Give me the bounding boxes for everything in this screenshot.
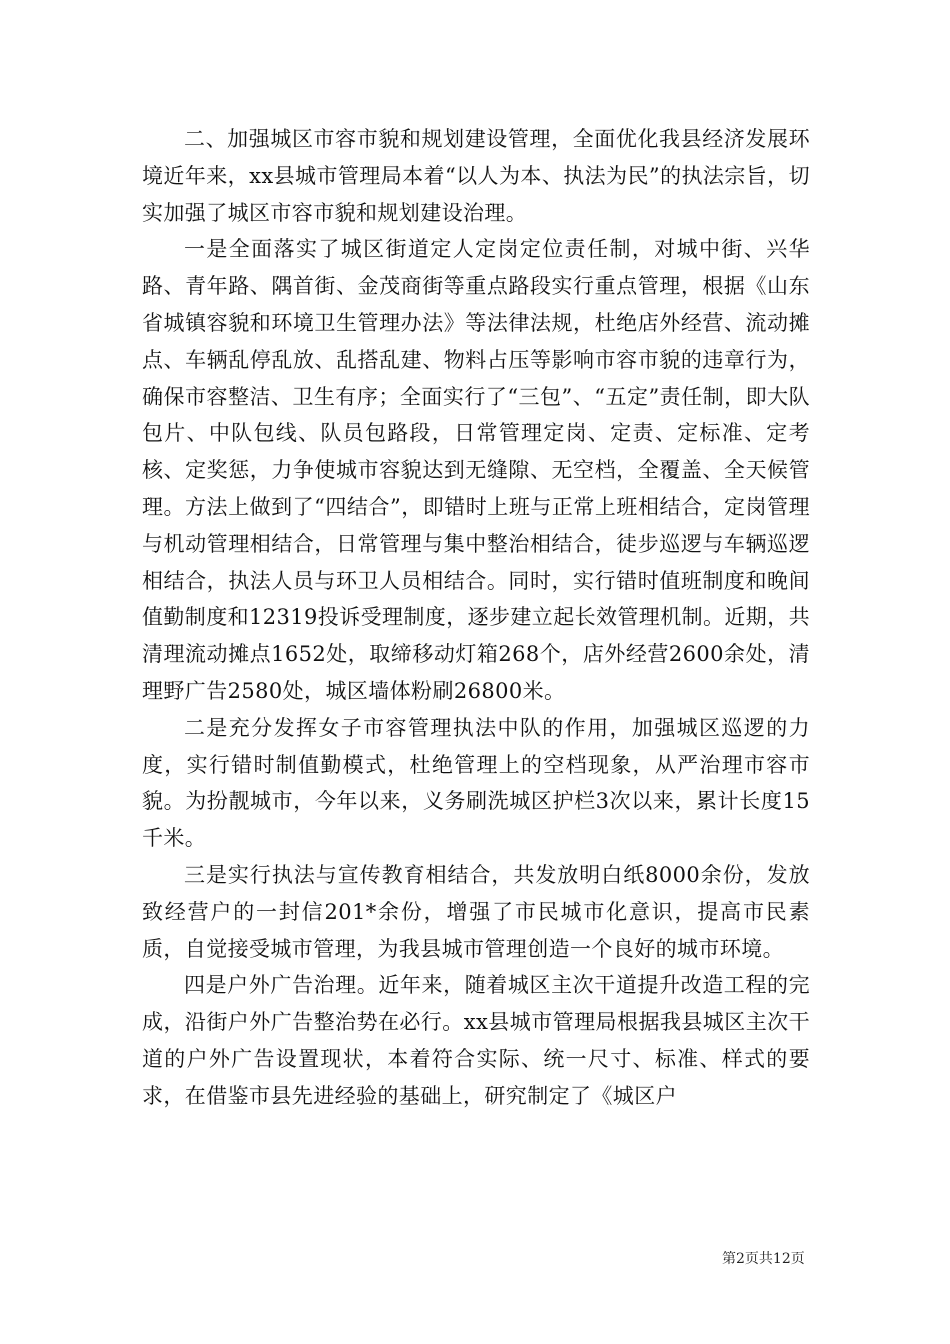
- paragraph-4: 三是实行执法与宣传教育相结合，共发放明白纸8000余份，发放致经营户的一封信201*余份，增强了市民城市化意识，提高市民素质，自觉接受城市管理，为我县城市管理创造一个良好的城市环境。: [142, 862, 810, 961]
- paragraph-1: 二、加强城区市容市貌和规划建设管理，全面优化我县经济发展环境近年来，xx县城市管理局本着“以人为本、执法为民”的执法宗旨，切实加强了城区市容市貌和规划建设治理。: [142, 127, 810, 225]
- document-body: [142, 121, 810, 1115]
- paragraph-2: 一是全面落实了城区街道定人定岗定位责任制，对城中街、兴华路、青年路、隅首街、金茂商街等重点路段实行重点管理，根据《山东省城镇容貌和环境卫生管理办法》等法律法规，杜绝店外经营、流动摊点、车辆乱停乱放、乱搭乱建、物料占压等影响市容市貌的违章行为，确保市容整洁、卫生有序；全面实行了“三包”、“五定”责任制，即大队包片、中队包线、队员包路段，日常管理定岗、定责、定标准、定考核、定奖惩，力争使城市容貌达到无缝隙、无空档，全覆盖、全天候管理。方法上做到了“四结合”，即错时上班与正常上班相结合，定岗管理与机动管理相结合，日常管理与集中整治相结合，徒步巡逻与车辆巡逻相结合，执法人员与环卫人员相结合。同时，实行错时值班制度和晚间值勤制度和12319投诉受理制度，逐步建立起长效管理机制。近期，共清理流动摊点1652处，取缔移动灯箱268个，店外经营2600余处，清理野广告2580处，城区墙体粉刷26800米。: [142, 237, 811, 703]
- paragraph-3: 二是充分发挥女子市容管理执法中队的作用，加强城区巡逻的力度，实行错时制值勤模式，杜绝管理上的空档现象，从严治理市容市貌。为扮靓城市，今年以来，义务刷洗城区护栏3次以来，累计长度15千米。: [142, 715, 810, 851]
- paragraph-5: 四是户外广告治理。近年来，随着城区主次干道提升改造工程的完成，沿街户外广告整治势在必行。xx县城市管理局根据我县城区主次干道的户外广告设置现状，本着符合实际、统一尺寸、标准、样式的要求，在借鉴市县先进经验的基础上，研究制定了《城区户: [142, 973, 810, 1108]
- page-number-footer: 第2页共12页: [722, 1251, 805, 1267]
